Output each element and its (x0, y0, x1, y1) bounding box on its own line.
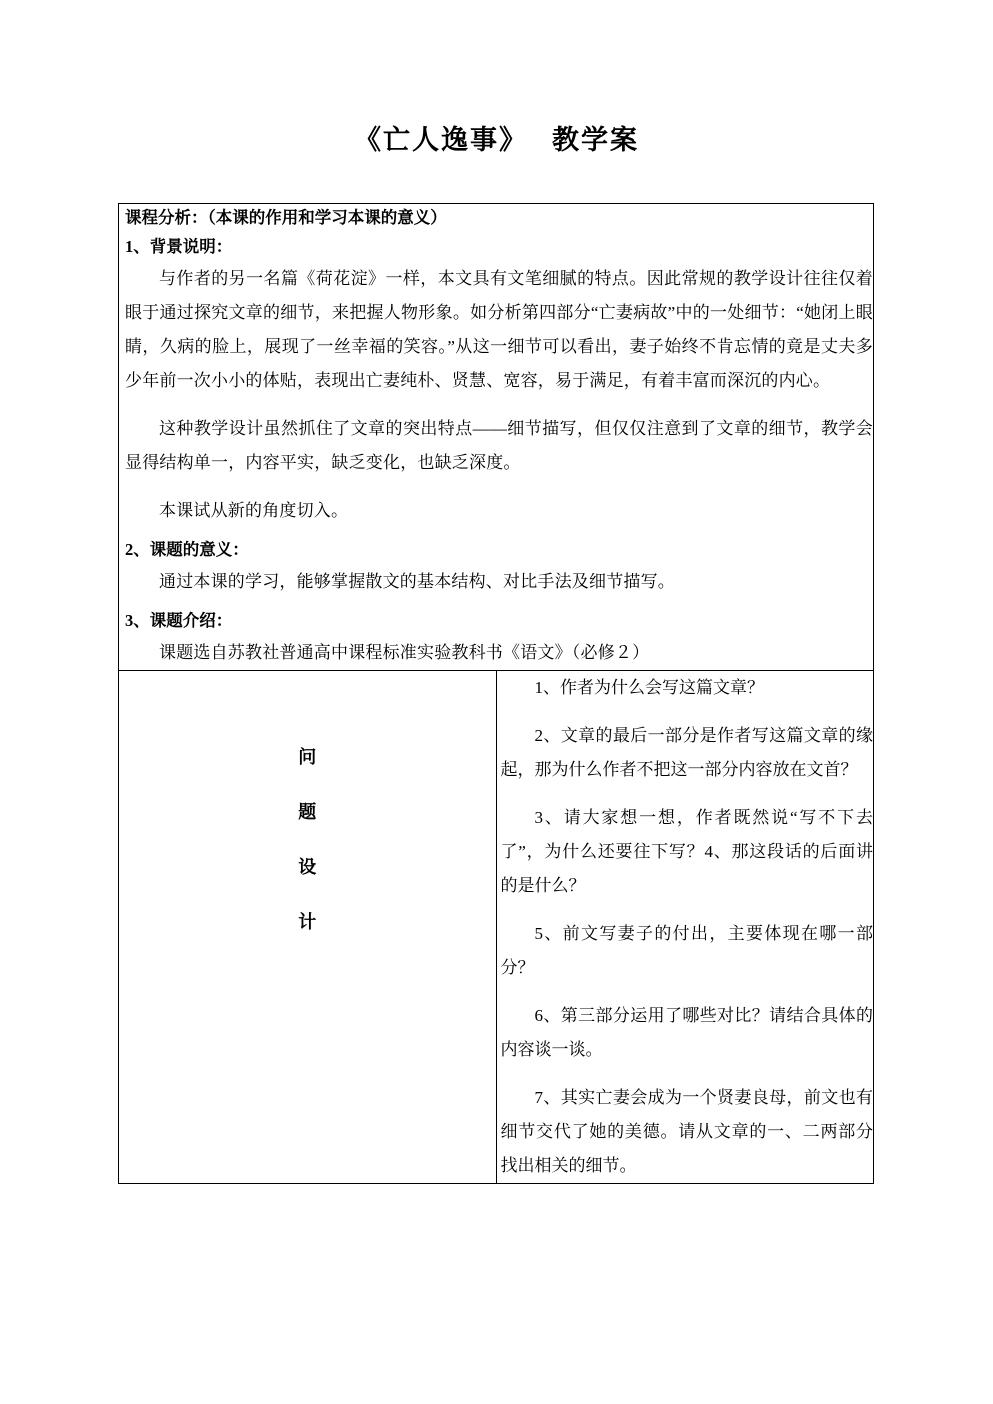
significance-paragraph: 通过本课的学习，能够掌握散文的基本结构、对比手法及细节描写。 (159, 571, 675, 591)
label-char-1: 题 (298, 801, 317, 822)
introduction-heading: 3、课题介绍： (125, 610, 233, 630)
label-char-0: 问 (298, 746, 317, 767)
paragraph-spacer (119, 480, 873, 494)
page-title-sub: 教学案 (552, 125, 639, 155)
course-analysis-heading: 课程分析：（本课的作用和学习本课的意义） (125, 208, 447, 227)
question-item: 2、文章的最后一部分是作者写这篇文章的缘起，那为什么作者不把这一部分内容放在文首？ (500, 725, 873, 779)
background-paragraph-1: 与作者的另一名篇《荷花淀》一样，本文具有文笔细腻的特点。因此常规的教学设计往往仅着眼于通过探究文章的细节，来把握人物形象。如分析第四部分“亡妻病故”中的一处细节：“她闭上眼睛，久病的脸上，展现了一丝幸福的笑容。”从这一细节可以看出，妻子始终不肯忘情的竟是丈夫多少年前一次小小的体贴，表现出亡妻纯朴、贤慧、宽容，易于满足，有着丰富而深沉的内心。 (125, 268, 873, 390)
question-item: 1、作者为什么会写这篇文章？ (534, 677, 764, 697)
label-char-2: 设 (298, 856, 317, 877)
label-char-3: 计 (298, 911, 317, 932)
background-paragraph-2: 这种教学设计虽然抓住了文章的突出特点——细节描写，但仅仅注意到了文章的细节，教学会显得结构单一，内容平实，缺乏变化，也缺乏深度。 (125, 418, 873, 472)
lesson-plan-table (118, 203, 874, 1184)
background-paragraph-3: 本课试从新的角度切入。 (159, 500, 349, 520)
table-row-analysis (119, 204, 874, 671)
significance-heading: 2、课题的意义： (125, 539, 249, 559)
question-item: 5、前文写妻子的付出，主要体现在哪一部分？ (500, 923, 873, 977)
question-item: 6、第三部分运用了哪些对比？请结合具体的内容谈一谈。 (500, 1005, 873, 1059)
introduction-paragraph: 课题选自苏教社普通高中课程标准实验教科书《语文》（必修２） (159, 642, 650, 662)
question-item: 3、请大家想一想，作者既然说“写不下去了”，为什么还要往下写？4、那这段话的后面讲的是什么？ (500, 807, 873, 895)
question-item: 7、其实亡妻会成为一个贤妻良母，前文也有细节交代了她的美德。请从文章的一、二两部分找出相关的细节。 (500, 1087, 873, 1175)
questions-label-vertical (119, 671, 496, 1008)
background-heading: 1、背景说明： (125, 236, 233, 256)
paragraph-spacer (119, 528, 873, 536)
course-analysis-cell (119, 204, 874, 671)
page-title-main: 《亡人逸事》 (354, 125, 528, 155)
paragraph-spacer (119, 599, 873, 607)
table-row-questions (119, 670, 874, 1183)
questions-label-cell (119, 670, 497, 1183)
page-title (0, 0, 993, 157)
questions-content-cell (496, 670, 874, 1183)
paragraph-spacer (119, 398, 873, 412)
